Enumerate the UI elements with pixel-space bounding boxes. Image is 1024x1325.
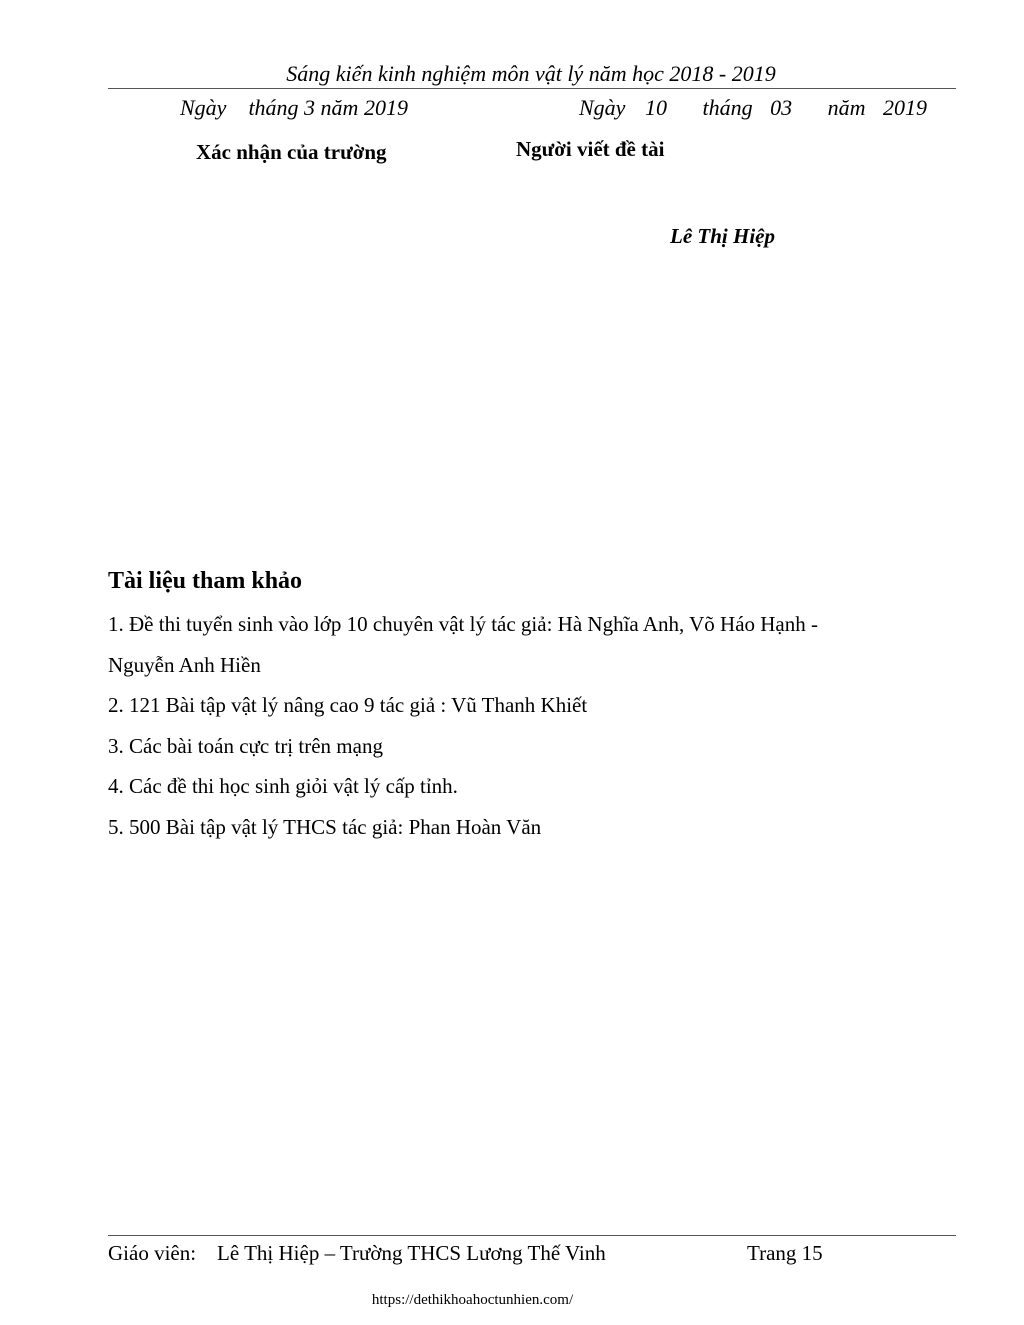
reference-line: Nguyễn Anh Hiền <box>108 653 261 677</box>
references-title: Tài liệu tham khảo <box>108 568 303 594</box>
date-right-year: 2019 <box>882 95 927 120</box>
header-title: Sáng kiến kinh nghiệm môn vật lý năm học 2018 - 2019 <box>286 61 776 86</box>
footer-rule <box>108 1235 956 1236</box>
footer-page-number: Trang 15 <box>747 1241 823 1265</box>
date-left: Ngày tháng 3 năm 2019 <box>180 95 408 120</box>
footer-url[interactable]: https://dethikhoahoctunhien.com/ <box>371 1292 574 1308</box>
author-name: Lê Thị Hiệp <box>670 224 775 248</box>
reference-line: 3. Các bài toán cực trị trên mạng <box>108 734 383 758</box>
date-right-month-label: tháng <box>702 95 753 120</box>
reference-line: 1. Đề thi tuyển sinh vào lớp 10 chuyên vật lý tác giả: Hà Nghĩa Anh, Võ Háo Hạnh - <box>108 612 818 636</box>
reference-line: 2. 121 Bài tập vật lý nâng cao 9 tác giả : Vũ Thanh Khiết <box>108 693 588 717</box>
author-heading: Người viết đề tài <box>516 137 665 161</box>
date-right-day-label: Ngày <box>579 95 626 120</box>
date-right-month: 03 <box>770 95 793 120</box>
date-right <box>579 94 927 122</box>
date-right-day: 10 <box>644 95 667 120</box>
footer-teacher: Giáo viên: Lê Thị Hiệp – Trường THCS Lương Thế Vinh <box>108 1241 606 1265</box>
reference-line: 4. Các đề thi học sinh giỏi vật lý cấp tỉnh. <box>108 774 458 798</box>
reference-line: 5. 500 Bài tập vật lý THCS tác giả: Phan Hoàn Văn <box>108 815 542 839</box>
date-right-year-label: năm <box>827 95 866 120</box>
header-rule <box>108 88 956 89</box>
school-confirmation-heading: Xác nhận của trường <box>196 140 387 164</box>
